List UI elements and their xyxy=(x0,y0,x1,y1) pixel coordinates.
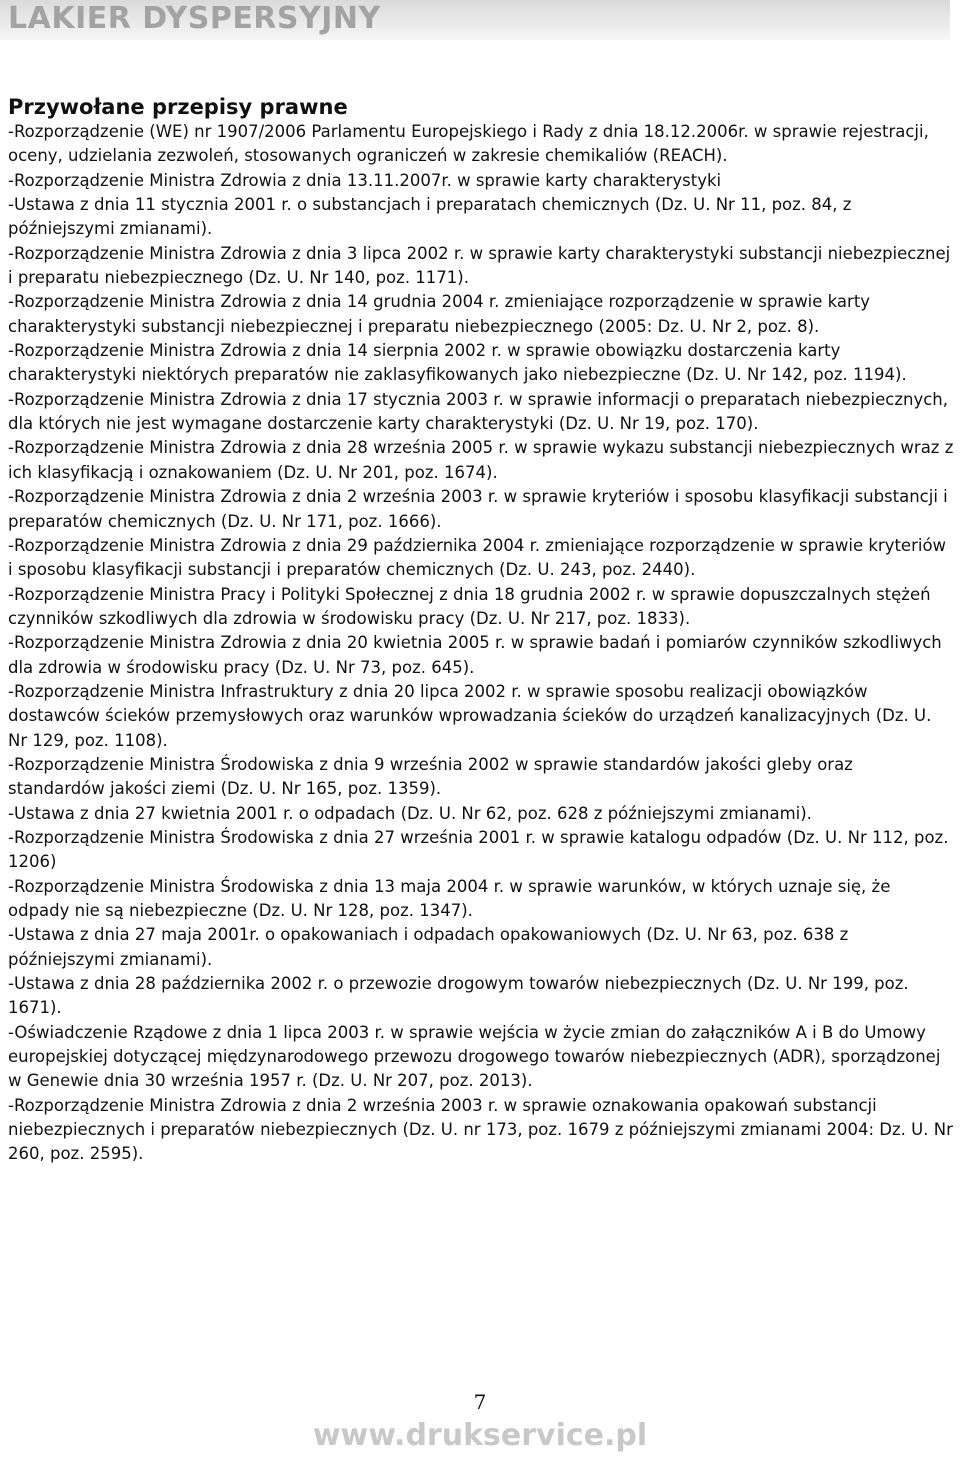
document-header-band xyxy=(0,0,950,40)
regulation-item: -Oświadczenie Rządowe z dnia 1 lipca 2003 r. w sprawie wejścia w życie zmian do załączników A i B do Umowy europejskiej dotyczącej międzynarodowego przewozu drogowego towarów niebezpiecznych (ADR), sporządzonej w Genewie dnia 30 września 1957 r. (Dz. U. Nr 207, poz. 2013). xyxy=(8,1022,941,1091)
regulation-item: -Ustawa z dnia 27 maja 2001r. o opakowaniach i odpadach opakowaniowych (Dz. U. Nr 63, poz. 638 z późniejszymi zmianami). xyxy=(8,925,849,969)
regulation-item: -Rozporządzenie Ministra Zdrowia z dnia 29 października 2004 r. zmieniające rozporządzenie w sprawie kryteriów i sposobu klasyfikacji substancji i preparatów chemicznych (Dz. U. 243, poz. 2440). xyxy=(8,535,947,580)
regulation-item: -Rozporządzenie Ministra Zdrowia z dnia 17 stycznia 2003 r. w sprawie informacji o preparatach niebezpiecznych, dla których nie jest wymagane dostarczenie karty charakterystyki (Dz. U. Nr 19, poz. 170). xyxy=(8,389,948,434)
regulation-item: -Rozporządzenie Ministra Zdrowia z dnia 2 września 2003 r. w sprawie oznakowania opakowań substancji niebezpiecznych i preparatów niebezpiecznych (Dz. U. nr 173, poz. 1679 z późniejszymi zmianami 2004: Dz. U. Nr 260, poz. 2595). xyxy=(8,1095,953,1164)
regulation-item: -Rozporządzenie Ministra Zdrowia z dnia 28 września 2005 r. w sprawie wykazu substancji niebezpiecznych wraz z ich klasyfikacją i oznakowaniem (Dz. U. Nr 201, poz. 1674). xyxy=(8,438,954,482)
regulation-item: -Ustawa z dnia 27 kwietnia 2001 r. o odpadach (Dz. U. Nr 62, poz. 628 z późniejszymi zmianami). xyxy=(8,803,812,823)
regulation-item: -Rozporządzenie Ministra Pracy i Polityki Społecznej z dnia 18 grudnia 2002 r. w sprawie dopuszczalnych stężeń czynników szkodliwych dla zdrowia w środowisku pracy (Dz. U. Nr 217, poz. 1833). xyxy=(8,584,931,628)
regulation-item: -Rozporządzenie Ministra Zdrowia z dnia 14 sierpnia 2002 r. w sprawie obowiązku dostarczenia karty charakterystyki niektórych preparatów nie zaklasyfikowanych jako niebezpieczne (Dz. U. Nr 142, poz. 1194). xyxy=(8,341,907,385)
section-heading: Przywołane przepisy prawne xyxy=(8,95,348,119)
regulation-item: -Rozporządzenie (WE) nr 1907/2006 Parlamentu Europejskiego i Rady z dnia 18.12.2006r. w sprawie rejestracji, oceny, udzielania zezwoleń, stosowanych ograniczeń w zakresie chemikaliów (REACH). xyxy=(8,122,929,166)
document-title: LAKIER DYSPERSYJNY xyxy=(8,1,381,36)
regulation-item: -Rozporządzenie Ministra Środowiska z dnia 9 września 2002 w sprawie standardów jakości gleby oraz standardów jakości ziemi (Dz. U. Nr 165, poz. 1359). xyxy=(8,754,853,799)
regulation-item: -Rozporządzenie Ministra Zdrowia z dnia 3 lipca 2002 r. w sprawie karty charakterystyki substancji niebezpiecznej i preparatu niebezpiecznego (Dz. U. Nr 140, poz. 1171). xyxy=(8,243,951,288)
regulation-item: -Rozporządzenie Ministra Zdrowia z dnia 13.11.2007r. w sprawie karty charakterystyki xyxy=(8,170,722,190)
regulation-item: -Rozporządzenie Ministra Środowiska z dnia 13 maja 2004 r. w sprawie warunków, w których uznaje się, że odpady nie są niebezpieczne (Dz. U. Nr 128, poz. 1347). xyxy=(8,876,891,920)
regulations-list xyxy=(8,120,954,1167)
footer-watermark-url: www.drukservice.pl xyxy=(312,1418,648,1453)
regulation-item: -Rozporządzenie Ministra Zdrowia z dnia 2 września 2003 r. w sprawie kryteriów i sposobu klasyfikacji substancji i preparatów chemicznych (Dz. U. Nr 171, poz. 1666). xyxy=(8,487,948,531)
regulation-item: -Ustawa z dnia 11 stycznia 2001 r. o substancjach i preparatach chemicznych (Dz. U. Nr 11, poz. 84, z późniejszymi zmianami). xyxy=(8,195,852,239)
regulation-item: -Rozporządzenie Ministra Środowiska z dnia 27 września 2001 r. w sprawie katalogu odpadów (Dz. U. Nr 112, poz. 1206) xyxy=(8,827,949,872)
regulation-item: -Rozporządzenie Ministra Infrastruktury z dnia 20 lipca 2002 r. w sprawie sposobu realizacji obowiązków dostawców ścieków przemysłowych oraz warunków wprowadzania ścieków do urządzeń kanalizacyjnych (Dz. U. Nr 129, poz. 1108). xyxy=(8,681,932,750)
regulation-item: -Rozporządzenie Ministra Zdrowia z dnia 20 kwietnia 2005 r. w sprawie badań i pomiarów czynników szkodliwych dla zdrowia w środowisku pracy (Dz. U. Nr 73, poz. 645). xyxy=(8,633,942,677)
regulation-item: -Ustawa z dnia 28 października 2002 r. o przewozie drogowym towarów niebezpiecznych (Dz. U. Nr 199, poz. 1671). xyxy=(8,974,909,1018)
page-number: 7 xyxy=(473,1390,487,1414)
regulation-item: -Rozporządzenie Ministra Zdrowia z dnia 14 grudnia 2004 r. zmieniające rozporządzenie w sprawie karty charakterystyki substancji niebezpiecznej i preparatu niebezpiecznego (2005: Dz. U. Nr 2, poz. 8). xyxy=(8,292,871,336)
